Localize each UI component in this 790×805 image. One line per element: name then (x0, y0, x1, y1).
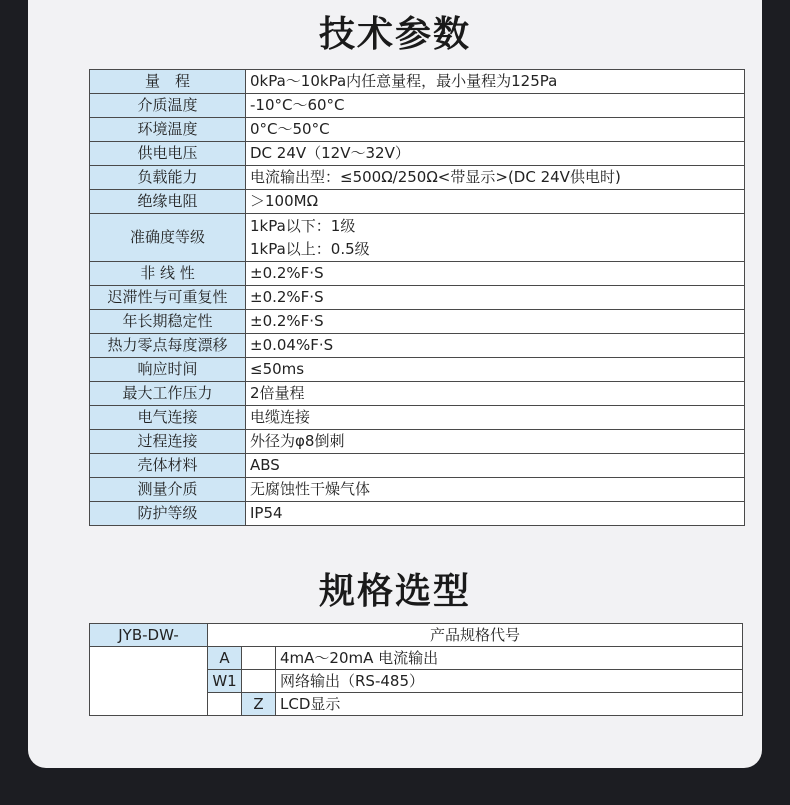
spec-row (90, 358, 745, 382)
specs-table (89, 69, 745, 526)
spec-value: 0°C～50°C (246, 118, 745, 142)
model-selection-table (89, 623, 743, 716)
spec-value: IP54 (246, 502, 745, 526)
spec-value: DC 24V（12V～32V） (246, 142, 745, 166)
option-empty-cell (242, 647, 276, 670)
spec-value: 外径为φ8倒刺 (246, 430, 745, 454)
option-code: Z (242, 693, 276, 716)
spec-value: ±0.2%F·S (246, 286, 745, 310)
spec-label: 热力零点每度漂移 (90, 334, 246, 358)
spec-row (90, 478, 745, 502)
spec-value (246, 214, 745, 262)
spec-row (90, 262, 745, 286)
spec-value: ABS (246, 454, 745, 478)
spec-label: 环境温度 (90, 118, 246, 142)
spec-value-line: 1kPa以下：1级 (250, 216, 356, 235)
model-code: JYB-DW- (90, 624, 208, 647)
spec-label: 负载能力 (90, 166, 246, 190)
spec-row (90, 94, 745, 118)
option-empty-cell (242, 670, 276, 693)
model-option-row (90, 647, 743, 670)
spec-label: 迟滞性与可重复性 (90, 286, 246, 310)
spec-label: 电气连接 (90, 406, 246, 430)
spec-value: 电缆连接 (246, 406, 745, 430)
spec-value: 无腐蚀性干燥气体 (246, 478, 745, 502)
spec-label: 防护等级 (90, 502, 246, 526)
option-code: A (208, 647, 242, 670)
spec-label: 非 线 性 (90, 262, 246, 286)
spec-label: 壳体材料 (90, 454, 246, 478)
spec-value: ≤50ms (246, 358, 745, 382)
content-card (28, 0, 762, 768)
spec-row (90, 406, 745, 430)
spec-label: 响应时间 (90, 358, 246, 382)
model-blank-cell (90, 647, 208, 716)
spec-row (90, 502, 745, 526)
spec-row (90, 214, 745, 262)
spec-label: 年长期稳定性 (90, 310, 246, 334)
model-header: 产品规格代号 (208, 624, 743, 647)
spec-label: 供电电压 (90, 142, 246, 166)
spec-value: ＞100MΩ (246, 190, 745, 214)
model-header-row (90, 624, 743, 647)
option-code: W1 (208, 670, 242, 693)
spec-value: 0kPa～10kPa内任意量程，最小量程为125Pa (246, 70, 745, 94)
spec-row (90, 382, 745, 406)
spec-value-line: 1kPa以上：0.5级 (250, 239, 370, 258)
spec-row (90, 166, 745, 190)
spec-label: 绝缘电阻 (90, 190, 246, 214)
model-title: 规格选型 (318, 571, 471, 612)
spec-label: 测量介质 (90, 478, 246, 502)
spec-row (90, 142, 745, 166)
spec-value: ±0.2%F·S (246, 262, 745, 286)
option-desc: 4mA～20mA 电流输出 (276, 647, 743, 670)
spec-value: -10°C～60°C (246, 94, 745, 118)
spec-value: ±0.2%F·S (246, 310, 745, 334)
spec-row (90, 310, 745, 334)
spec-value: 电流输出型：≤500Ω/250Ω<带显示>(DC 24V供电时) (246, 166, 745, 190)
option-empty-cell (208, 693, 242, 716)
option-desc: 网络输出（RS-485） (276, 670, 743, 693)
spec-row (90, 70, 745, 94)
spec-row (90, 454, 745, 478)
spec-row (90, 286, 745, 310)
spec-value: ±0.04%F·S (246, 334, 745, 358)
spec-row (90, 334, 745, 358)
option-desc: LCD显示 (276, 693, 743, 716)
spec-row (90, 430, 745, 454)
spec-label: 过程连接 (90, 430, 246, 454)
spec-label: 介质温度 (90, 94, 246, 118)
spec-row (90, 190, 745, 214)
specs-title: 技术参数 (318, 14, 471, 55)
spec-label: 最大工作压力 (90, 382, 246, 406)
spec-value: 2倍量程 (246, 382, 745, 406)
spec-label: 量 程 (90, 70, 246, 94)
spec-row (90, 118, 745, 142)
spec-label: 准确度等级 (90, 214, 246, 262)
